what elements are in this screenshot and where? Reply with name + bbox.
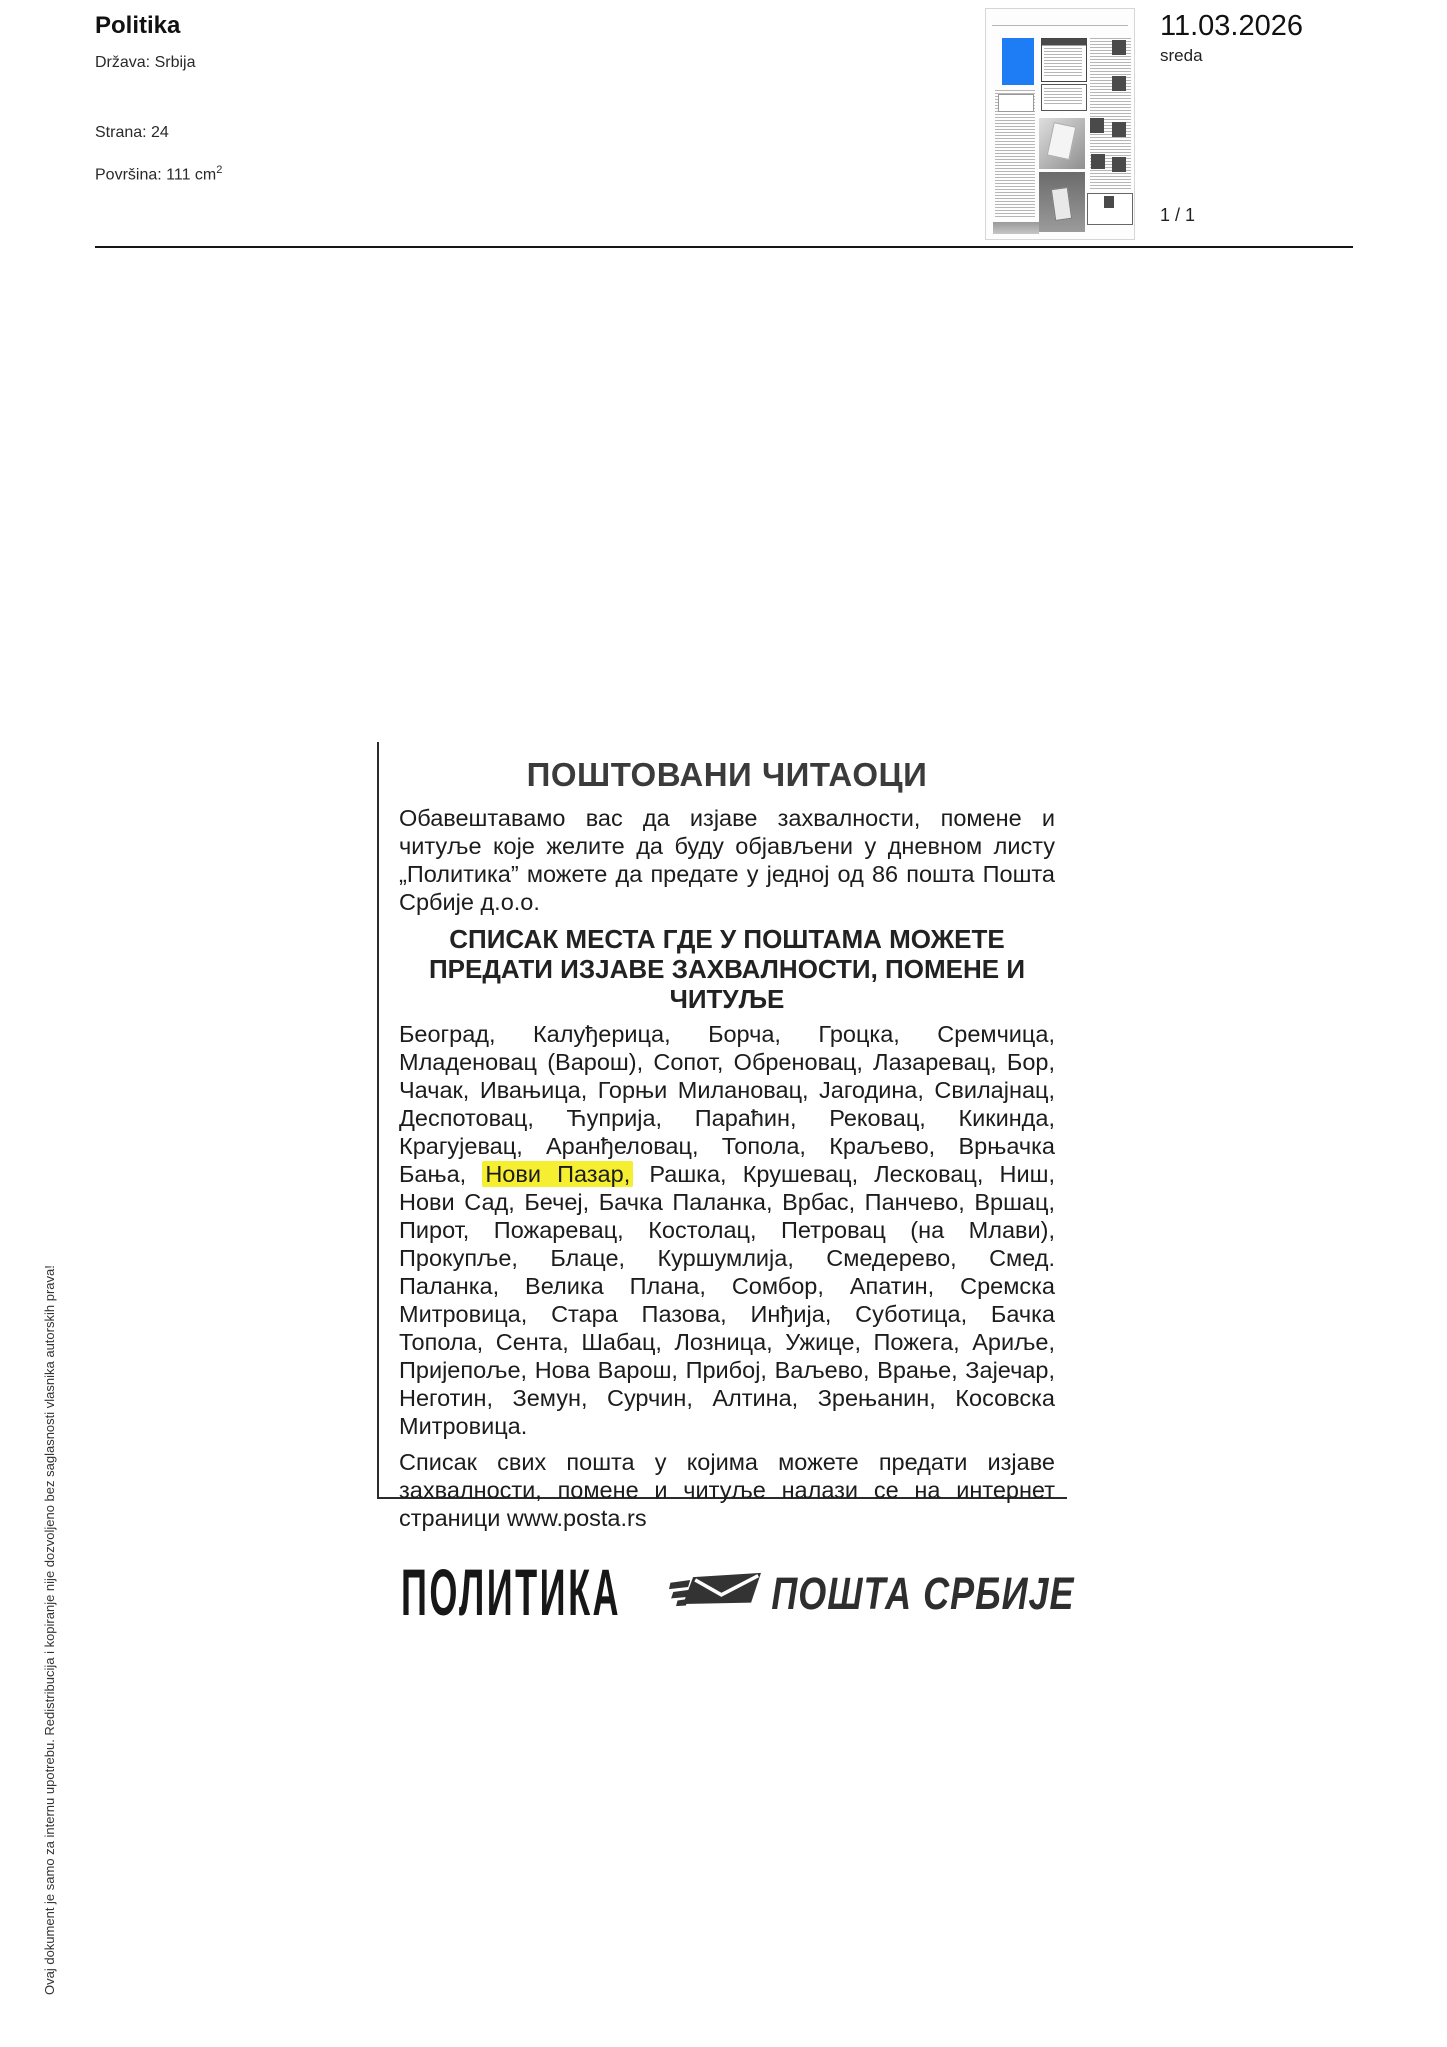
publication-weekday: sreda <box>1160 46 1203 65</box>
source-title: Politika <box>95 12 181 39</box>
thumbnail-ad-box-second-text <box>1044 88 1082 105</box>
thumbnail-article-highlight <box>1002 38 1034 85</box>
search-term-highlight: Нови Пазар, <box>482 1161 633 1187</box>
article-title: ПОШТОВАНИ ЧИТАОЦИ <box>526 756 928 793</box>
newspaper-page-thumbnail[interactable] <box>985 8 1135 240</box>
article-outro: Списак свих пошта у којима можете предати изјаве захвалности, помене и читуље налази се на интернет страници www.posta.rs <box>399 1449 1055 1531</box>
article-subtitle <box>399 924 1055 1014</box>
country-label: Država: Srbija <box>95 54 196 71</box>
politika-logo: ПОЛИТИКА <box>401 1556 622 1630</box>
copyright-disclaimer: Ovaj dokument je samo za internu upotrebu. Redistribucija i kopiranje nije dozvoljeno bez saglasnosti vlasnika autorskih prava! <box>42 1265 57 1995</box>
thumbnail-ad-box-top-text <box>1044 48 1082 76</box>
thumbnail-portrait-photo <box>1090 118 1104 133</box>
article-subtitle-line1: СПИСАК МЕСТА ГДЕ У ПОШТАМА МОЖЕТЕ <box>449 924 1005 954</box>
article-clipping <box>377 742 1075 1630</box>
posta-srbije-logo <box>669 1567 1075 1619</box>
publication-date: 11.03.2026 <box>1160 10 1303 42</box>
thumbnail-notice-box <box>998 94 1034 112</box>
thumbnail-bottom-banner <box>993 222 1039 235</box>
thumbnail-portrait-photo <box>1091 154 1105 169</box>
area-label <box>95 164 222 184</box>
places-before-highlight: Београд, Калуђерица, Борча, Гроцка, Сремчица, Младеновац (Варош), Сопот, Обреновац, Лазаревац, Бор, Чачак, Ивањица, Горњи Милановац, Јагодина, Свилајнац, Деспотовац, Ћуприја, Параћин, Рековац, Кикинда, Крагујевац, Аранђеловац, Топола, Краљево, Врњачка Бања, <box>399 1021 1055 1187</box>
page-number-label: Strana: 24 <box>95 124 169 141</box>
header-divider <box>95 246 1353 248</box>
thumbnail-portrait-photo <box>1112 157 1126 172</box>
places-after-highlight: Рашка, Крушевац, Лесковац, Ниш, Нови Сад, Бечеј, Бачка Паланка, Врбас, Панчево, Вршац, Пирот, Пожаревац, Костолац, Петровац (на Млави), Прокупље, Блаце, Куршумлија, Смедерево, Смед. Паланка, Велика Плана, Сомбор, Апатин, Сремска Митровица, Стара Пазова, Инђија, Суботица, Бачка Топола, Сента, Шабац, Лозница, Ужице, Пожега, Ариље, Пријепоље, Нова Варош, Прибој, Ваљево, Врање, Зајечар, Неготин, Земун, Сурчин, Алтина, Зрењанин, Косовска Митровица. <box>399 1161 1055 1439</box>
thumbnail-portrait-photo <box>1112 76 1126 91</box>
thumbnail-portrait-photo <box>1112 122 1126 137</box>
thumbnail-masthead-line <box>992 25 1128 28</box>
posta-envelope-icon <box>669 1570 761 1619</box>
page-indicator: 1 / 1 <box>1160 205 1196 225</box>
thumbnail-obituary-photo <box>1104 196 1114 208</box>
article-intro: Обавештавамо вас да изјаве захвалности, помене и читуље које желите да буду објављени у дневном листу „Политика” можете да предате у једној од 86 пошта Пошта Србије д.о.о. <box>399 805 1055 915</box>
article-subtitle-line2: ПРЕДАТИ ИЗЈАВЕ ЗАХВАЛНОСТИ, ПОМЕНЕ И ЧИТУЉЕ <box>428 954 1026 1014</box>
places-list <box>399 1020 1055 1440</box>
posta-srbije-logo-text: ПОШТА СРБИЈЕ <box>771 1567 1075 1619</box>
area-superscript: 2 <box>216 164 223 176</box>
area-value: Površina: 111 cm <box>95 166 217 184</box>
logos-row <box>399 1556 1075 1630</box>
thumbnail-portrait-photo <box>1112 40 1126 55</box>
